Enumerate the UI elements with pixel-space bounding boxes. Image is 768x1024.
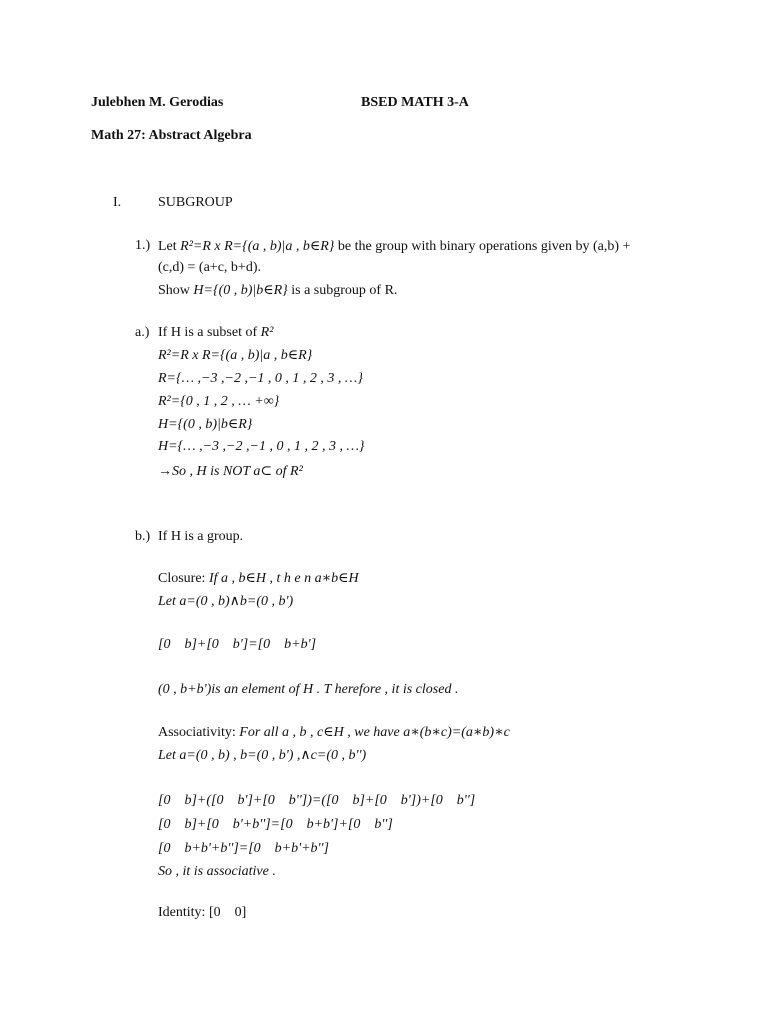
associativity-label: Associativity: — [158, 725, 236, 740]
part-b-heading: If H is a group. — [158, 529, 244, 544]
associativity-step: [0 b]+[0 b'+b'']=[0 b+b']+[0 b''] — [158, 817, 393, 832]
part-a-line: R={… ,−3 ,−2 ,−1 , 0 , 1 , 2 , 3 , …} — [158, 371, 363, 386]
closure-label: Closure: — [158, 571, 206, 586]
closure-matrix-sum: [0 b]+[0 b']=[0 b+b'] — [158, 637, 317, 652]
section-title: SUBGROUP — [158, 195, 233, 210]
problem-line-1 — [158, 238, 630, 255]
problem-line-1-suffix: be the group with binary operations given by (a,b) + — [337, 239, 631, 254]
problem-let: Let — [158, 239, 177, 254]
subject-title: Math 27: Abstract Algebra — [91, 128, 252, 143]
identity-element: [0 0] — [208, 905, 247, 920]
problem-line-2: (c,d) = (a+c, b+d). — [158, 260, 261, 275]
associativity-conclusion: So , it is associative . — [158, 864, 276, 879]
part-a-line: R²=R x R={(a , b)|a , b∈R} — [158, 348, 313, 363]
part-b-label: b.) — [135, 529, 151, 544]
identity-line — [158, 905, 246, 921]
associativity-step: [0 b+b'+b'']=[0 b+b'+b''] — [158, 841, 329, 856]
closure-conclusion: (0 , b+b')is an element of H . T herefore , it is closed . — [158, 682, 459, 697]
closure-let: Let a=(0 , b)∧b=(0 , b') — [158, 594, 294, 609]
associativity-step: [0 b]+([0 b']+[0 b''])=([0 b]+[0 b'])+[0 b''] — [158, 793, 476, 808]
problem-number: 1.) — [135, 238, 151, 253]
associativity-line — [158, 724, 510, 741]
part-a-label: a.) — [135, 325, 150, 340]
identity-label: Identity: — [158, 905, 206, 920]
part-a-line: H={(0 , b)|b∈R} — [158, 417, 253, 432]
part-a-heading — [158, 325, 273, 341]
course-section: BSED MATH 3-A — [361, 95, 469, 110]
part-a-line: R²={0 , 1 , 2 , … +∞} — [158, 394, 280, 409]
closure-line — [158, 570, 359, 587]
problem-line-3 — [158, 282, 397, 299]
part-a-heading-text: If H is a subset of — [158, 325, 258, 340]
author-name: Julebhen M. Gerodias — [91, 95, 224, 110]
problem-line-3-suffix: is a subgroup of R. — [291, 283, 398, 298]
problem-group-def: R²=R x R={(a , b)|a , b∈R} — [180, 239, 335, 254]
problem-show: Show — [158, 283, 190, 298]
associativity-let: Let a=(0 , b) , b=(0 , b') ,∧c=(0 , b'') — [158, 748, 367, 763]
section-numeral: I. — [113, 195, 122, 210]
associativity-statement: For all a , b , c∈H , we have a∗(b∗c)=(a∗b)∗c — [239, 725, 510, 740]
part-a-line: H={… ,−3 ,−2 ,−1 , 0 , 1 , 2 , 3 , …} — [158, 439, 365, 454]
closure-statement: If a , b∈H , t h e n a∗b∈H — [208, 571, 359, 586]
part-a-heading-math: R² — [260, 325, 274, 340]
part-a-conclusion: →So , H is NOT a⊂ of R² — [158, 464, 303, 479]
problem-subgroup-def: H={(0 , b)|b∈R} — [193, 283, 288, 298]
